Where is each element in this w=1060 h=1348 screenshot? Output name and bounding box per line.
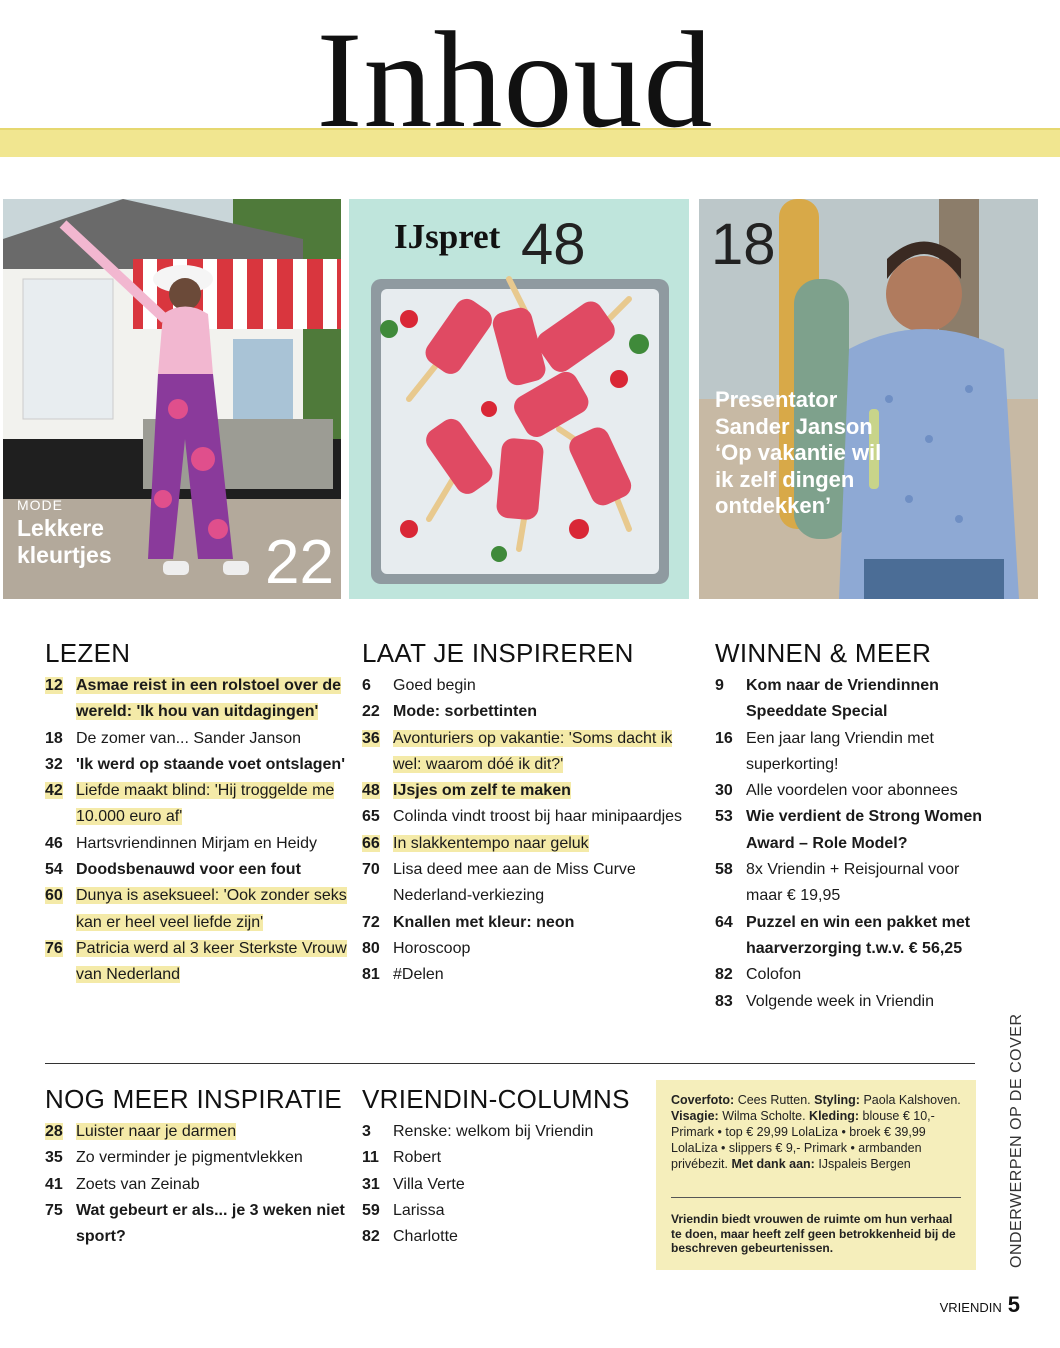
credit-value: IJspaleis Bergen [818, 1157, 911, 1171]
mode-label: MODE [17, 497, 63, 513]
page-number: 35 [45, 1149, 63, 1167]
section-winnen [715, 637, 990, 1015]
toc-entry[interactable] [715, 778, 990, 804]
toc-entry[interactable] [362, 936, 692, 962]
toc-entry[interactable] [362, 831, 692, 857]
page-number: 83 [715, 992, 733, 1010]
page-number: 70 [362, 861, 380, 879]
page-number: 31 [362, 1175, 380, 1193]
entry-text: Avonturiers op vakantie: 'Soms dacht ik wel: waarom dóé ik dit?' [393, 729, 673, 773]
section-title-winnen: WINNEN & MEER [715, 638, 932, 668]
toc-entry[interactable] [45, 673, 350, 726]
section-inspireren [362, 637, 692, 989]
magazine-name: VRIENDIN [939, 1300, 1002, 1315]
entry-text: Charlotte [393, 1228, 458, 1246]
credit-value: Paola Kalshoven. [863, 1093, 961, 1107]
entry-text: #Delen [393, 966, 444, 984]
section-divider [45, 1063, 975, 1064]
entry-text: 'Ik werd op staande voet ontslagen' [76, 755, 345, 773]
entry-text: Volgende week in Vriendin [746, 992, 934, 1010]
page-title: Inhoud [316, 3, 714, 156]
toc-entry[interactable] [45, 1198, 345, 1251]
credit-value: Wilma Scholte. [722, 1109, 806, 1123]
entry-text: Kom naar de Vriendinnen Speeddate Special [746, 677, 939, 721]
entry-text: Horoscoop [393, 939, 471, 957]
cover-info-box [656, 1080, 976, 1270]
feature-photo-ijspret[interactable] [349, 199, 689, 599]
entry-text: Hartsvriendinnen Mirjam en Heidy [76, 834, 317, 852]
mode-title: Lekkere kleurtjes [17, 515, 112, 568]
section-meer-inspiratie [45, 1083, 345, 1250]
toc-entry[interactable] [715, 804, 990, 857]
toc-entry[interactable] [362, 910, 692, 936]
page-number: 75 [45, 1201, 63, 1219]
credit-label: Styling: [814, 1093, 860, 1107]
toc-entry[interactable] [715, 910, 990, 963]
toc-entry[interactable] [715, 857, 990, 910]
credit-label: Kleding: [809, 1109, 860, 1123]
page-number: 16 [715, 729, 733, 747]
entry-text: Doodsbenauwd voor een fout [76, 861, 301, 879]
page-number: 82 [362, 1228, 380, 1246]
entry-text: Luister naar je darmen [76, 1123, 237, 1140]
toc-entry[interactable] [362, 1119, 647, 1145]
page-number: 9 [715, 677, 724, 694]
ijspret-page-number: 48 [521, 212, 586, 277]
toc-entry[interactable] [715, 726, 990, 779]
toc-entry[interactable] [45, 1145, 345, 1171]
entry-text: Zoets van Zeinab [76, 1175, 200, 1193]
disclaimer: Vriendin biedt vrouwen de ruimte om hun verhaal te doen, maar heeft zelf geen betrokkenheid bij de beschreven gebeurtenissen. [671, 1212, 956, 1255]
page-number: 41 [45, 1175, 63, 1193]
entry-text: Wat gebeurt er als... je 3 weken niet sport? [76, 1201, 345, 1246]
popsicle-tray-illustration [349, 199, 689, 599]
credit-value: Cees Rutten. [737, 1093, 811, 1107]
page-number: 82 [715, 966, 733, 984]
info-divider [671, 1197, 961, 1198]
entry-text: Wie verdient de Strong Women Award – Role Model? [746, 808, 983, 852]
entry-text: Renske: welkom bij Vriendin [393, 1123, 594, 1140]
cover-credits [671, 1092, 961, 1172]
page-number: 28 [45, 1123, 63, 1140]
toc-entry[interactable] [45, 752, 350, 778]
entry-text: Alle voordelen voor abonnees [746, 782, 958, 800]
page-number: 30 [715, 782, 733, 800]
page-number: 36 [362, 729, 380, 747]
entry-text: In slakkentempo naar geluk [393, 834, 589, 852]
toc-entry[interactable] [45, 831, 350, 857]
entry-text: Puzzel en win een pakket met haarverzorging t.w.v. € 56,25 [746, 913, 971, 957]
page-number: 58 [715, 861, 733, 879]
page-number: 11 [362, 1149, 379, 1167]
page-number: 81 [362, 966, 380, 984]
page-number: 18 [45, 729, 63, 747]
entry-text: Knallen met kleur: neon [393, 913, 575, 931]
page-number: 65 [362, 808, 380, 826]
section-title-columns: VRIENDIN-COLUMNS [362, 1084, 630, 1114]
page-number: 6 [362, 677, 371, 694]
credit-value: blouse € 10,- Primark • top € 29,99 LolaLiza • broek € 39,99 LolaLiza • slippers € 9,- Primark • armbanden privébezit. [671, 1109, 935, 1171]
page-number: 59 [362, 1201, 380, 1219]
mode-page-number: 22 [265, 528, 334, 597]
entry-text: Mode: sorbettinten [393, 703, 537, 721]
entry-text: Robert [393, 1149, 442, 1167]
entry-text: Villa Verte [393, 1175, 465, 1193]
page-number: 54 [45, 861, 63, 879]
entry-text: De zomer van... Sander Janson [76, 729, 302, 747]
side-label: ONDERWERPEN OP DE COVER [1008, 1013, 1025, 1268]
toc-entry[interactable] [362, 1172, 647, 1198]
toc-entry[interactable] [45, 936, 350, 989]
toc-entry[interactable] [45, 1119, 345, 1145]
toc-entry[interactable] [715, 962, 990, 988]
entry-text: Een jaar lang Vriendin met superkorting! [746, 729, 934, 773]
entry-text: Goed begin [393, 677, 476, 694]
toc-entry[interactable] [362, 673, 692, 699]
toc-entry[interactable] [362, 857, 692, 910]
sander-quote: Presentator Sander Janson ‘Op vakantie wil ik zelf dingen ontdekken’ [715, 387, 882, 518]
feature-photo-mode[interactable] [3, 199, 341, 599]
page-number: 60 [45, 887, 63, 905]
entry-text: Liefde maakt blind: 'Hij troggelde me 10.000 euro af' [76, 782, 335, 826]
toc-entry[interactable] [362, 962, 692, 988]
feature-photo-sander[interactable] [699, 199, 1038, 599]
entry-text: 8x Vriendin + Reisjournal voor maar € 19,95 [746, 861, 960, 905]
toc-entry[interactable] [362, 699, 692, 725]
page-number: 12 [45, 677, 63, 694]
section-columns [362, 1083, 647, 1250]
toc-entry[interactable] [45, 1172, 345, 1198]
toc-entry[interactable] [362, 726, 692, 779]
entry-text: Colinda vindt troost bij haar minipaardjes [393, 808, 683, 826]
entry-text: Colofon [746, 966, 802, 984]
page-number: 66 [362, 834, 380, 852]
page-number: 53 [715, 808, 733, 826]
entry-text: Larissa [393, 1201, 445, 1219]
toc-entry[interactable] [362, 1198, 647, 1224]
toc-entry[interactable] [45, 857, 350, 883]
entry-text: IJsjes om zelf te maken [393, 782, 571, 800]
toc-entry[interactable] [362, 1145, 647, 1171]
sander-page-number: 18 [711, 212, 776, 277]
page-number: 64 [715, 913, 733, 931]
section-lezen [45, 637, 350, 989]
page-number: 46 [45, 834, 63, 852]
page-number: 76 [45, 939, 63, 957]
credit-label: Coverfoto: [671, 1093, 735, 1107]
toc-entry[interactable] [45, 883, 350, 936]
page-number: 32 [45, 755, 63, 773]
page-number: 80 [362, 939, 380, 957]
credit-label: Met dank aan: [731, 1157, 815, 1171]
ijspret-title: IJspret [394, 217, 501, 256]
folio-number: 5 [1007, 1292, 1020, 1317]
entry-text: Patricia werd al 3 keer Sterkste Vrouw van Nederland [76, 939, 347, 984]
section-title-lezen: LEZEN [45, 638, 131, 668]
toc-entry[interactable] [45, 726, 350, 752]
toc-entry[interactable] [715, 989, 990, 1015]
toc-entry[interactable] [362, 778, 692, 804]
section-title-meer-inspiratie: NOG MEER INSPIRATIE [45, 1084, 343, 1114]
entry-text: Asmae reist in een rolstoel over de wereld: 'Ik hou van uitdagingen' [76, 677, 341, 721]
entry-text: Lisa deed mee aan de Miss Curve Nederland-verkiezing [393, 861, 636, 905]
page-number: 48 [362, 782, 380, 800]
credit-label: Visagie: [671, 1109, 719, 1123]
toc-entry[interactable] [362, 804, 692, 830]
toc-entry[interactable] [362, 1224, 647, 1250]
section-title-inspireren: LAAT JE INSPIREREN [362, 638, 634, 668]
page-number: 3 [362, 1123, 371, 1140]
page-number: 72 [362, 913, 380, 931]
page-number: 22 [362, 703, 380, 721]
page-footer [940, 1292, 1020, 1318]
toc-entry[interactable] [45, 778, 350, 831]
page-number: 42 [45, 782, 63, 800]
entry-text: Dunya is aseksueel: 'Ook zonder seks kan er heel veel liefde zijn' [76, 887, 347, 931]
entry-text: Zo verminder je pigmentvlekken [76, 1149, 303, 1167]
toc-entry[interactable] [715, 673, 990, 726]
